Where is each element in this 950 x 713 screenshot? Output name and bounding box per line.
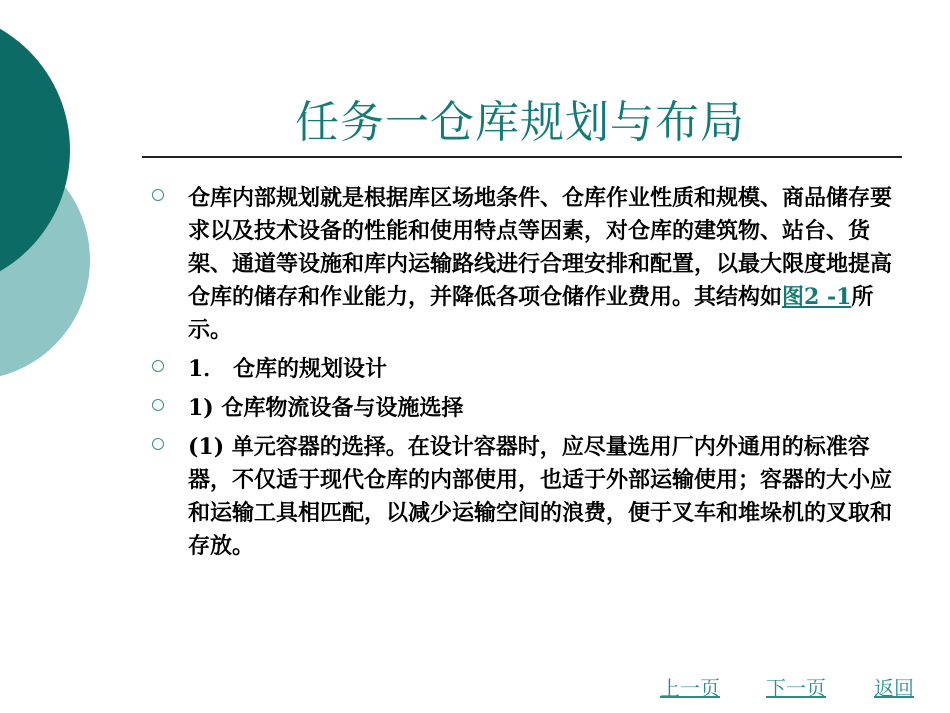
bullet-text-tail: 所示。	[188, 284, 874, 343]
bullet-text: 1． 仓库的规划设计	[188, 356, 387, 382]
circle-bullet-icon	[152, 360, 164, 372]
circle-bullet-icon	[152, 438, 164, 450]
slide-title: 任务一仓库规划与布局	[295, 97, 745, 148]
figure-link[interactable]: 图2 -1	[782, 284, 852, 310]
bullet-item	[152, 353, 892, 386]
bullet-item	[152, 392, 892, 425]
bullet-text: (1) 单元容器的选择。在设计容器时，应尽量选用厂内外通用的标准容器，不仅适于现代仓库的内部使用，也适于外部运输使用；容器的大小应和运输工具相匹配，以减少运输空间的浪费，便于叉车和堆垛机的叉取和存放。	[188, 434, 893, 559]
next-page-link[interactable]: 下一页	[766, 676, 826, 700]
bullet-item	[152, 182, 892, 347]
circle-bullet-icon	[152, 399, 164, 411]
bullet-list	[152, 182, 892, 569]
bullet-text: 仓库内部规划就是根据库区场地条件、仓库作业性质和规模、商品储存要求以及技术设备的性能和使用特点等因素，对仓库的建筑物、站台、货架、通道等设施和库内运输路线进行合理安排和配置，以最大限度地提高仓库的储存和作业能力，并降低各项仓储作业费用。其结构如	[188, 185, 893, 310]
bullet-text: 1) 仓库物流设备与设施选择	[188, 395, 464, 421]
prev-page-link[interactable]: 上一页	[660, 676, 720, 700]
title-divider	[142, 156, 902, 158]
back-link[interactable]: 返回	[874, 676, 914, 700]
bullet-item	[152, 431, 892, 563]
circle-bullet-icon	[152, 189, 164, 201]
